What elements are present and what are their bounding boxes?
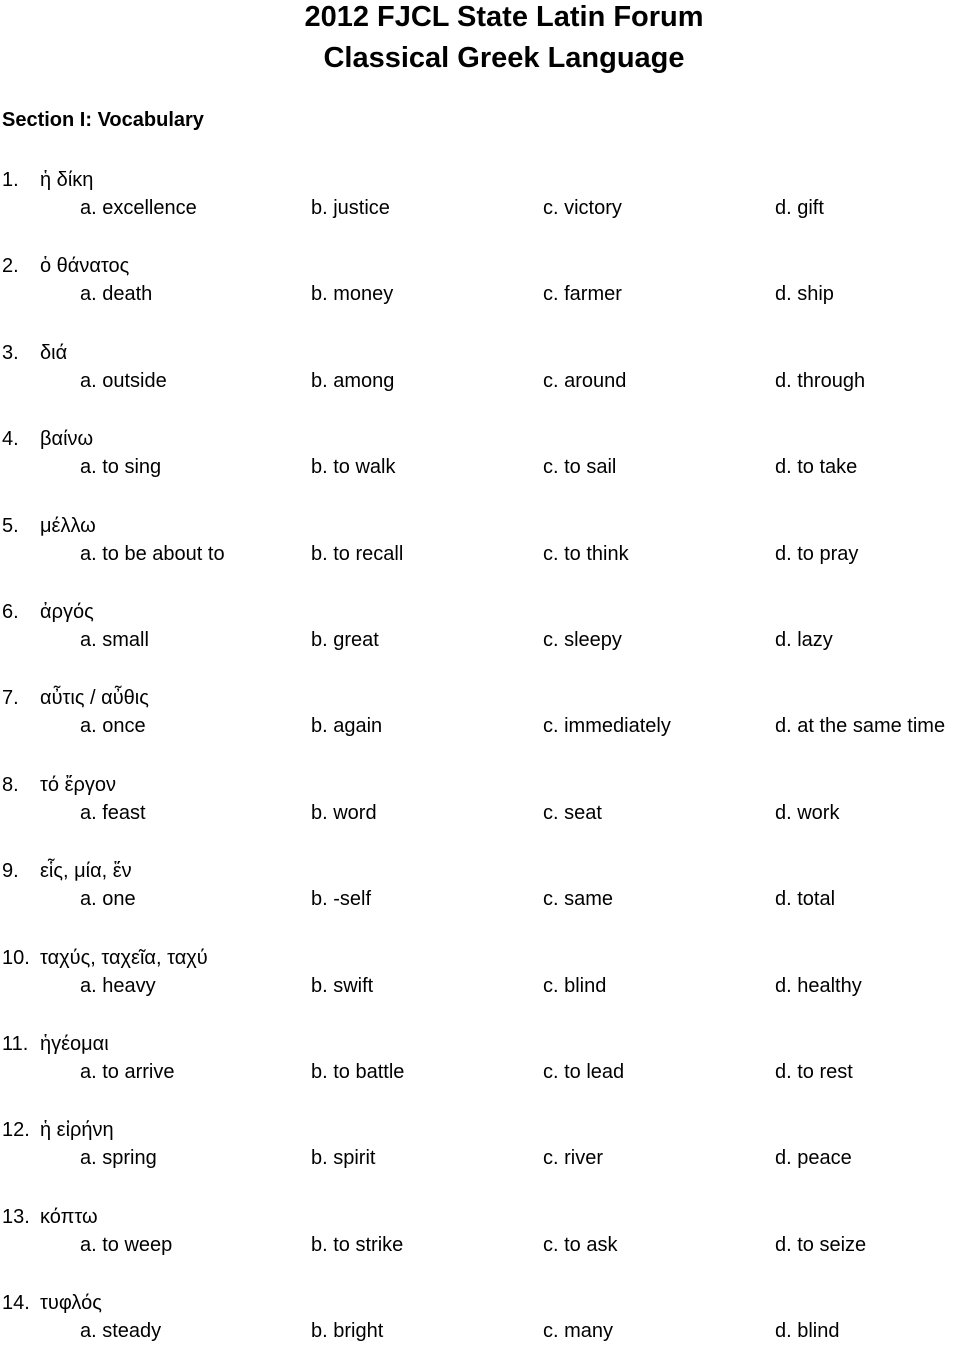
answer-option-c: c. farmer [543,283,622,305]
question-stem [2,857,132,885]
document-title: 2012 FJCL State Latin Forum [304,1,704,33]
question-item [0,339,960,401]
question-item [0,857,960,919]
answer-option-c: c. river [543,1147,603,1169]
answer-option-c: c. to sail [543,456,617,478]
answer-option-a: a. to arrive [80,1061,175,1083]
answer-option-b: b. -self [311,888,372,910]
answer-option-b: b. word [311,802,377,824]
answer-option-a: a. to sing [80,456,162,478]
question-stem [2,166,93,194]
question-item [0,1203,960,1265]
question-number: 11. [2,1033,29,1055]
answer-option-b: b. swift [311,975,374,997]
greek-term: ὁ θάνατος [40,255,130,277]
greek-term: μέλλω [40,515,96,537]
question-stem [2,944,208,972]
question-number: 12. [2,1119,30,1141]
answer-option-c: c. immediately [543,715,671,737]
answer-option-a: a. small [80,629,149,651]
greek-term: ἡ δίκη [40,169,94,191]
greek-term: ἡ εἰρήνη [40,1119,114,1141]
question-stem [2,1030,109,1058]
question-number: 4. [2,428,19,450]
answer-option-d: d. at the same time [775,715,946,737]
answer-option-c: c. around [543,370,627,392]
answer-option-d: d. to rest [775,1061,853,1083]
question-number: 3. [2,342,19,364]
question-number: 5. [2,515,19,537]
answer-option-a: a. one [80,888,136,910]
question-stem [2,512,96,540]
answer-option-a: a. to be about to [80,543,225,565]
question-stem [2,1116,114,1144]
answer-option-a: a. to weep [80,1234,173,1256]
greek-term: ἡγέομαι [40,1033,109,1055]
answer-option-b: b. great [311,629,379,651]
question-number: 8. [2,774,19,796]
answer-option-c: c. victory [543,197,622,219]
answer-option-b: b. bright [311,1320,384,1342]
answer-option-d: d. ship [775,283,834,305]
question-item [0,166,960,228]
answer-option-d: d. through [775,370,866,392]
section-heading: Section I: Vocabulary [2,109,204,131]
question-number: 13. [2,1206,30,1228]
answer-option-b: b. to walk [311,456,396,478]
answer-option-c: c. to lead [543,1061,625,1083]
answer-option-b: b. money [311,283,394,305]
answer-option-a: a. death [80,283,153,305]
answer-option-c: c. same [543,888,614,910]
answer-option-c: c. blind [543,975,607,997]
answer-option-a: a. outside [80,370,167,392]
answer-option-b: b. to battle [311,1061,405,1083]
question-number: 1. [2,169,19,191]
answer-option-a: a. once [80,715,146,737]
answer-option-b: b. again [311,715,383,737]
answer-option-c: c. seat [543,802,602,824]
question-item [0,1289,960,1351]
answer-option-d: d. blind [775,1320,840,1342]
question-item [0,771,960,833]
question-item [0,252,960,314]
answer-option-d: d. gift [775,197,824,219]
answer-option-c: c. sleepy [543,629,622,651]
answer-option-b: b. among [311,370,395,392]
question-item [0,512,960,574]
question-stem [2,339,67,367]
greek-term: τυφλός [40,1292,102,1314]
answer-option-b: b. to strike [311,1234,404,1256]
answer-option-a: a. excellence [80,197,197,219]
greek-term: κόπτω [40,1206,98,1228]
answer-option-c: c. many [543,1320,614,1342]
question-item [0,598,960,660]
answer-option-d: d. lazy [775,629,833,651]
question-stem [2,771,116,799]
answer-option-d: d. work [775,802,840,824]
question-item [0,425,960,487]
question-stem [2,684,149,712]
answer-option-a: a. spring [80,1147,157,1169]
question-number: 9. [2,860,19,882]
question-number: 6. [2,601,19,623]
question-number: 2. [2,255,19,277]
greek-term: τό ἔργον [40,774,116,796]
greek-term: βαίνω [40,428,94,450]
question-stem [2,1203,98,1231]
answer-option-b: b. spirit [311,1147,376,1169]
greek-term: ἀργός [40,601,94,623]
answer-option-c: c. to think [543,543,629,565]
answer-option-d: d. to seize [775,1234,867,1256]
question-item [0,944,960,1006]
question-number: 10. [2,947,30,969]
answer-option-b: b. to recall [311,543,404,565]
answer-option-d: d. to take [775,456,858,478]
answer-option-c: c. to ask [543,1234,618,1256]
answer-option-b: b. justice [311,197,390,219]
question-stem [2,252,129,280]
greek-term: εἷς, μία, ἕν [40,860,132,882]
greek-term: ταχύς, ταχεῖα, ταχύ [40,947,208,969]
answer-option-a: a. steady [80,1320,162,1342]
question-stem [2,598,94,626]
document-subtitle: Classical Greek Language [323,42,685,74]
question-item [0,1030,960,1092]
question-number: 7. [2,687,19,709]
greek-term: διά [40,342,68,364]
answer-option-d: d. total [775,888,836,910]
answer-option-a: a. heavy [80,975,156,997]
question-number: 14. [2,1292,30,1314]
question-item [0,684,960,746]
answer-option-d: d. healthy [775,975,862,997]
greek-term: αὖτις / αὖθις [40,687,149,709]
question-stem [2,425,93,453]
answer-option-d: d. to pray [775,543,859,565]
question-item [0,1116,960,1178]
question-stem [2,1289,102,1317]
answer-option-a: a. feast [80,802,146,824]
answer-option-d: d. peace [775,1147,852,1169]
